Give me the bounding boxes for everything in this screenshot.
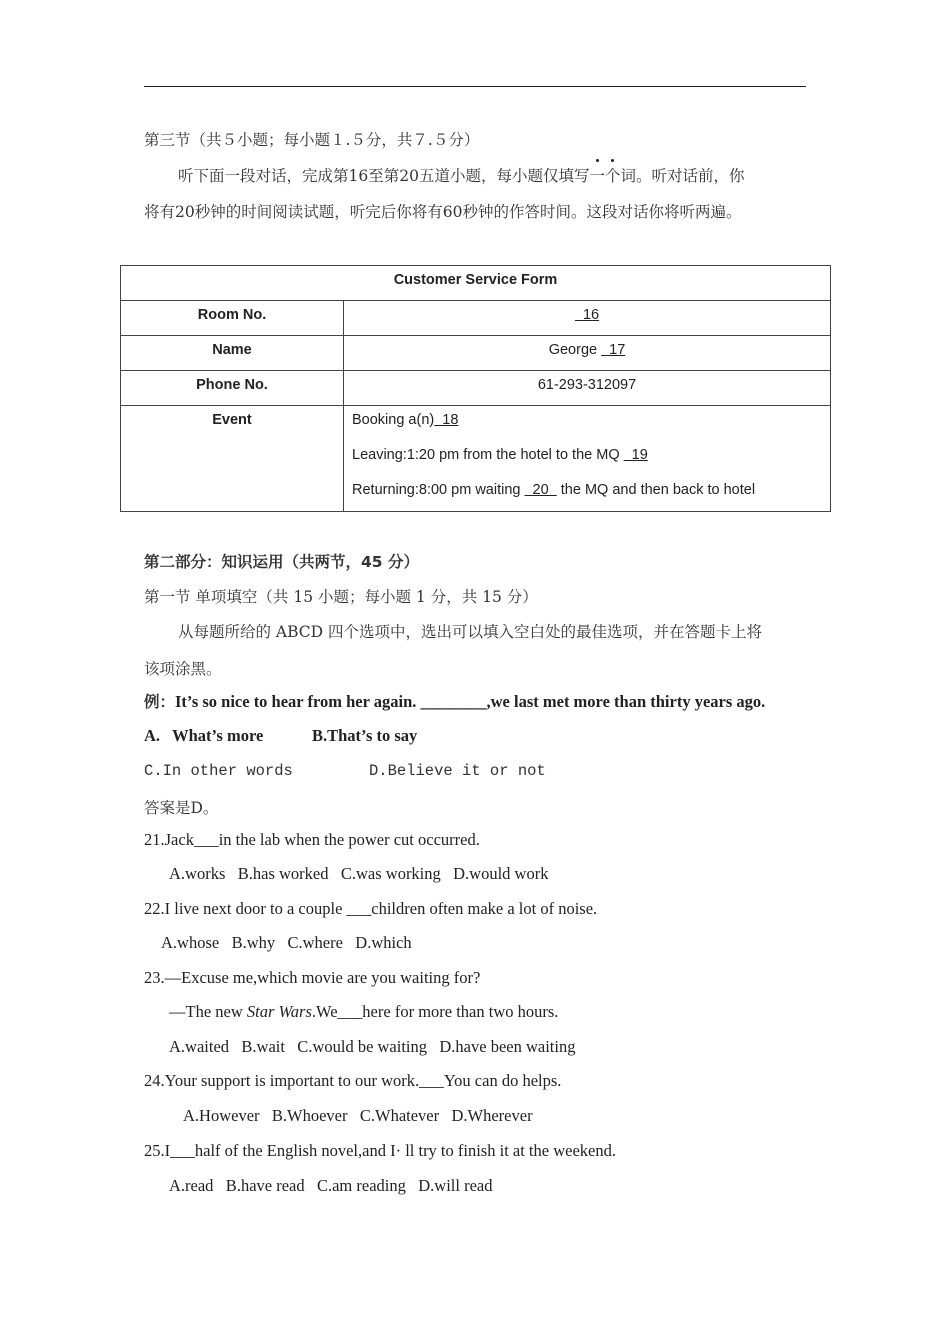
question-25-options: A.read B.have read C.am reading D.will read [169,1176,493,1195]
event-text: the MQ and then back to hotel [556,482,756,498]
section3-instruction-line2: 将有20秒钟的时间阅读试题，听完后你将有60秒钟的作答时间。这段对话你将听两遍。 [144,203,742,221]
emphasis-char: 一 [589,167,605,185]
form-row-name [121,336,831,371]
part2-instruction-line2: 该项涂黑。 [144,660,222,678]
form-label: Phone No. [121,371,344,406]
example-question [144,690,765,712]
form-row-phone [121,371,831,406]
example-option-d: D.Believe it or not [369,762,546,780]
part2-instruction-line1: 从每题所给的 ABCD 四个选项中，选出可以填入空白处的最佳选项，并在答题卡上将 [178,623,763,641]
event-line [352,406,830,441]
question-24: 24.Your support is important to our work.___You can do helps. [144,1071,562,1090]
answer-blank: 19 [623,447,648,463]
answer-blank: 17 [601,342,626,358]
form-label: Event [121,406,344,512]
movie-title: Star Wars [246,1002,312,1021]
answer-blank: 20 [524,482,557,498]
question-22: 22.I live next door to a couple ___children often make a lot of noise. [144,899,598,918]
form-value [344,301,831,336]
form-label: Name [121,336,344,371]
question-21: 21.Jack___in the lab when the power cut occurred. [144,830,480,849]
question-23-reply [169,1002,558,1022]
example-text: It’s so nice to hear from her again. ________,we last met more than thirty years ago. [175,692,766,711]
question-21-options: A.works B.has worked C.was working D.would work [169,864,549,883]
emphasis-char: 个 [604,167,621,185]
instruction-text: 词。听对话前，你 [620,167,745,185]
question-25: 25.I___half of the English novel,and I· ll try to finish it at the weekend. [144,1141,616,1160]
form-row-room [121,301,831,336]
answer-blank: 18 [434,412,459,428]
form-value [344,336,831,371]
question-22-options: A.whose B.why C.where D.which [161,933,412,952]
answer-blank: 16 [574,307,600,323]
example-answer: 答案是D。 [144,799,219,817]
header-rule [144,86,806,87]
form-value: 61-293-312097 [344,371,831,406]
example-option-a: A. What’s more [144,726,264,745]
event-text: Returning:8:00 pm waiting [352,482,525,498]
customer-service-form [120,265,831,512]
reply-text: —The new [169,1002,247,1021]
event-line [352,476,830,511]
value-prefix: George [548,342,602,358]
example-option-c: C.In other words [144,762,293,780]
form-title: Customer Service Form [121,266,831,301]
part2-section1-heading: 第一节 单项填空（共 15 小题；每小题 1 分，共 15 分） [144,588,538,606]
question-23-options: A.waited B.wait C.would be waiting D.have been waiting [169,1037,576,1056]
question-23: 23.—Excuse me,which movie are you waiting for? [144,968,481,987]
part2-heading: 第二部分：知识运用（共两节，45 分） [144,553,419,571]
form-label: Room No. [121,301,344,336]
example-label: 例： [144,693,176,711]
instruction-text: 听下面一段对话，完成第16至第20五道小题，每小题仅填写 [178,167,590,185]
section3-instruction-line1 [178,164,745,186]
example-option-b: B.That’s to say [312,726,418,745]
reply-text: .We___here for more than two hours. [311,1002,559,1021]
event-text: Booking a(n) [352,412,435,428]
event-line [352,441,830,476]
event-details [344,406,831,512]
event-text: Leaving:1:20 pm from the hotel to the MQ [352,447,624,463]
section3-heading: 第三节（共５小题；每小题１.５分，共７.５分） [144,131,480,149]
question-24-options: A.However B.Whoever C.Whatever D.Wherever [183,1106,533,1125]
form-row-event [121,406,831,512]
